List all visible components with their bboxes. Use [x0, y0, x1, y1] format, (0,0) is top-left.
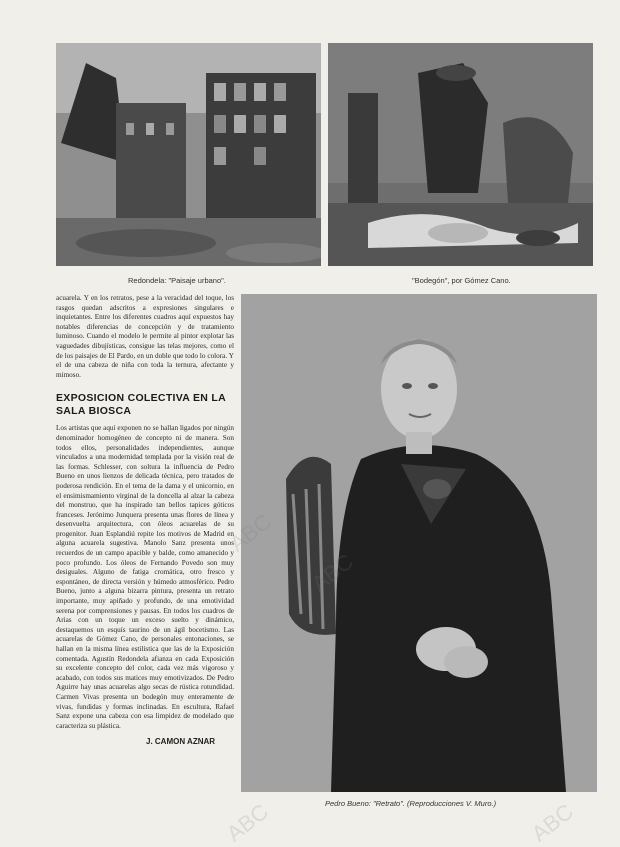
landscape-caption: Redondela: "Paisaje urbano".: [128, 276, 226, 285]
watermark-bottom-left: ABC: [221, 798, 273, 847]
portrait-caption: Pedro Bueno: "Retrato". (Reproducciones V. Muro.): [325, 799, 497, 808]
landscape-painting: [56, 43, 321, 266]
portrait-photo: [241, 294, 597, 792]
watermark-bottom-right: ABC: [526, 798, 578, 847]
section-heading: EXPOSICION COLECTIVA EN LA SALA BIOSCA: [56, 392, 226, 418]
still-life-photo: [328, 43, 593, 266]
still-life-painting: [328, 43, 593, 266]
still-life-caption: "Bodegón", por Gómez Cano.: [412, 276, 511, 285]
article-column: [56, 294, 234, 746]
landscape-photo: [56, 43, 321, 266]
portrait-painting: [241, 294, 597, 792]
article-byline: J. CAMON AZNAR: [146, 737, 216, 747]
article-body: Los artistas que aquí exponen no se hallan ligados por ningún denominador homogéneo de concepto ni de manera. Son todos ellos, personalidades independientes, aunque vinculados a una modernidad templada por la visión real de las formas. Schlesser, con soltura la influencia de Pedro Bueno en unos lienzos de delicada técnica, pero tratados de poderosa rendición. En el tema de la dama y el unicornio, en el ensimismamiento virginal de la doncella al alzar la cabeza del monstruo, que ha inspirado tan bellos tapices góticos franceses. Jerónimo Junquera presenta unas flores de línea y desenvuelta arquitectura, con óleos acuarelas de su progenitor. Juan Esplandiú repite los motivos de Madrid en alguna acuarela sugestiva. Manolo Sanz presenta unos recuerdos de un campo apacible y balde, como amanecido y poco profundo. Los óleos de Fernando Povedo son muy desiguales. Alguno de fatiga cromática, otro fresco y espontáneo, de directa versión y húmedo atmosférico. Pedro Bueno, junto a alguna bizarra pintura, presenta un retrato importante, muy apiñado y profundo, de una emotividad serena por comprensiones y pausas. En todos los cuadros de Arias con un toque un exceso suelto y dinámico, destaquemos un esquís taurino de un ágil bocetismo. Las acuarelas de Gómez Cano, de personales entonaciones, se hallan en la misma línea estilística que las de la Exposición comentada. Agustín Redondela afianza en cada Exposición su excelente concepto del color, cada vez más vigoroso y acabado, con todos sus matices muy emotivizados. De Pedro Aguirre hay unas acuarelas algo secas de rústica rotundidad. Carmen Vivas presenta un bodegón muy enteramente de vivas, fundidas y formas inclinadas. En escultura, Rafael Sanz expone una cabeza con esa limpidez de modelado que caracteriza su plástica.: [56, 424, 234, 730]
article-intro: acuarela. Y en los retratos, pese a la veracidad del toque, los rasgos quedan adscritos a expresiones singulares e inquietantes. Entre los diferentes cuadros aquí expuestos hay notables diferencias de concepción y de tratamiento luminoso. Cuando el modelo le permite al pintor explotar las vaguedades dibujísticas, consigue las telas mejores, como el de los paisajes de El Pardo, en un doble que todo lo colora. Y el de una cabeza de niña con toda la ternura, afectante y mimoso.: [56, 294, 234, 379]
